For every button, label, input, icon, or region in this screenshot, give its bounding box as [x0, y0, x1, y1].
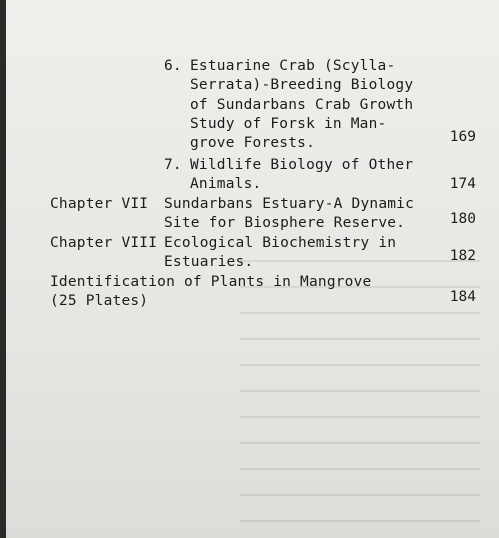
identification-page-number: 184 — [449, 289, 476, 305]
chapter-8-line-2: Estuaries. — [164, 254, 254, 270]
chapter-7-line-1: Sundarbans Estuary-A Dynamic — [164, 196, 415, 212]
chapter-7-page-number: 180 — [449, 211, 476, 227]
entry-7-line-1: Wildlife Biology of Other — [190, 157, 414, 173]
entry-6-line-5: grove Forests. — [190, 135, 316, 151]
chapter-7-label: Chapter VII — [50, 196, 149, 212]
chapter-8-page-number: 182 — [449, 248, 476, 264]
entry-6-line-1: Estuarine Crab (Scylla- — [190, 58, 396, 74]
entry-6-page-number: 169 — [449, 129, 476, 145]
chapter-8-line-1: Ecological Biochemistry in — [164, 235, 397, 251]
entry-6-line-4: Study of Forsk in Man- — [190, 116, 387, 132]
entry-7-line-2: Animals. — [190, 176, 262, 192]
chapter-8-label: Chapter VIII — [50, 235, 158, 251]
entry-6-line-3: of Sundarbans Crab Growth — [190, 97, 414, 113]
entry-7-number: 7. — [164, 157, 182, 173]
entry-7-page-number: 174 — [449, 176, 476, 192]
identification-line-1: Identification of Plants in Mangrove — [50, 274, 372, 290]
entry-6-number: 6. — [164, 58, 182, 74]
chapter-7-line-2: Site for Biosphere Reserve. — [164, 215, 406, 231]
identification-line-2: (25 Plates) — [50, 293, 149, 309]
entry-6-line-2: Serrata)-Breeding Biology — [190, 77, 414, 93]
